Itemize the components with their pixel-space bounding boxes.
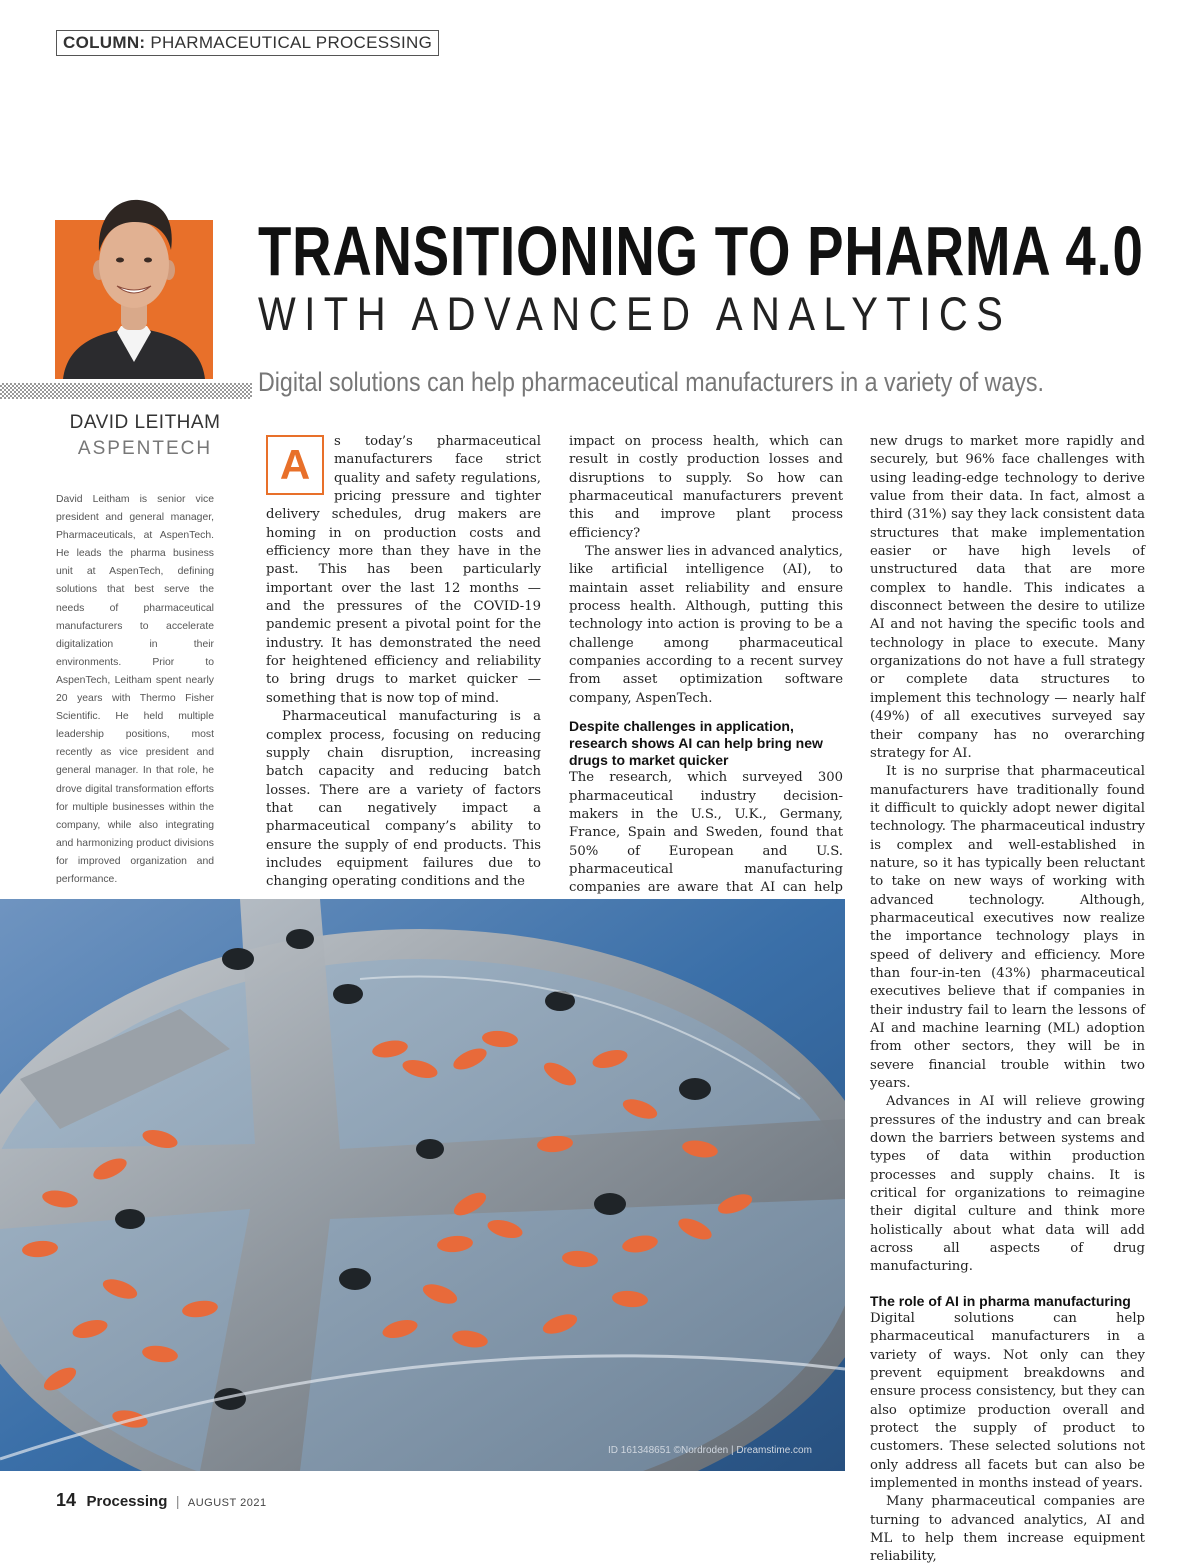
author-bio: David Leitham is senior vice president and general manager, Pharmaceuticals, at AspenTech. He leads the pharma business unit at AspenTech, defining solutions that best serve the needs of pharmaceutical manufacturers to accelerate digitalization in their environments. Prior to AspenTech, Leitham spent nearly 20 years with Thermo Fisher Scientific. He held multiple leadership positions, most recently as vice president and general manager. In that role, he drove digital transformation efforts for multiple businesses within the company, while also integrating and harmonizing product divisions for improved organization and performance. (56, 494, 214, 885)
body-paragraph: Advances in AI will relieve growing pressures of the industry and can break down the barriers between systems and types of data within production processes and supply chains. It is critical for organizations to reimagine their digital culture and think more holistically about what data will add across all aspects of drug manufacturing. (870, 1094, 1145, 1275)
body-paragraph: Digital solutions can help pharmaceutical manufacturers in a variety of ways. Not only can they prevent equipment breakdowns and ensure process consistency, but they can also optimize production overall and protect the supply of product to customers. These selected solutions not only address all facets but can also be implemented in months instead of years. (870, 1310, 1145, 1491)
body-paragraph: s today’s pharmaceutical manufacturers face strict quality and safety regulations, pricing pressure and tighter delivery schedules, drug makers are homing in on production costs and efficiency more than they have in the past. This has been particularly important over the last 12 months — and the pressures of the COVID-19 pandemic present a pivotal point for the industry. It has demonstrated the need for heightened efficiency and reliability to bring drugs to market quicker — something that is now top of mind. (266, 434, 541, 706)
footer-separator: | (175, 1493, 180, 1509)
magazine-name: Processing (86, 1493, 168, 1510)
body-paragraph: impact on process health, which can result in costly production losses and disruptions to supply. So how can pharmaceutical manufacturers prevent this and improve plant process efficiency? (569, 434, 843, 541)
column-tag (56, 30, 439, 56)
body-paragraph: The answer lies in advanced analytics, like artificial intelligence (AI), to maintain asset reliability and ensure process health. Although, putting this technology into action is proving to be a challenge among pharmaceutical companies according to a recent survey from asset optimization software company, AspenTech. (569, 544, 843, 706)
body-column-3 (870, 433, 1145, 1567)
section-heading: Despite challenges in application, research shows AI can help bring new drugs to market quicker (569, 718, 823, 769)
page-footer (56, 1490, 267, 1511)
article-title: TRANSITIONING TO PHARMA 4.0 (258, 212, 1144, 290)
body-paragraph: The research, which surveyed 300 pharmaceutical industry decision-makers in the U.S., U.K., Germany, France, Spain and Sweden, found that 50% of European and U.S. pharmaceutical manufacturing companies are aware that AI can help (569, 770, 843, 896)
body-paragraph: It is no surprise that pharmaceutical manufacturers have traditionally found it difficult to quickly adopt newer digital technology. The pharmaceutical industry is complex and well-established in nature, so it has typically been reluctant to take on new ways of working with advanced technology. Although, pharmaceutical executives now realize the importance technology plays in speed of delivery and efficiency. More than four-in-ten (43%) pharmaceutical executives believe that if companies in their industry fail to learn the lessons of AI and machine learning (ML) adoption from other sectors, they will be in severe financial trouble within two years. (870, 764, 1145, 1092)
section-heading: The role of AI in pharma manufacturing (870, 1292, 1131, 1309)
body-paragraph: new drugs to market more rapidly and securely, but 96% face challenges with using leading-edge technology to derive value from their data. In fact, almost a third (31%) say they lack consistent data structures that make implementation easier or have high levels of unstructured data that are more complex to handle. This indicates a disconnect between the desire to utilize AI and not having the specific tools and technology in place to execute. Many organizations do not have a full strategy or complete data structures to implement this technology — nearly half (49%) of all executives surveyed say their company has no overarching strategy for AI. (870, 434, 1145, 761)
decorative-checker-band (0, 383, 252, 399)
pill-machine-image (0, 899, 845, 1471)
article-photo (0, 899, 845, 1471)
body-column-1 (266, 433, 541, 892)
body-paragraph: Many pharmaceutical companies are turning to advanced analytics, AI and ML to help them increase equipment reliability, (870, 1494, 1145, 1565)
author-photo (55, 186, 213, 379)
author-company: ASPENTECH (77, 438, 213, 459)
body-column-2 (569, 433, 843, 916)
article-deck: Digital solutions can help pharmaceutical manufacturers in a variety of ways. (258, 367, 1044, 397)
body-paragraph: Pharmaceutical manufacturing is a complex process, focusing on reducing supply chain disruption, increasing batch capacity and reducing batch losses. There are a variety of factors that can negatively impact a pharmaceutical company’s ability to ensure the supply of end products. This includes equipment failures due to changing operating conditions and the (266, 709, 541, 890)
column-label: COLUMN: (63, 33, 146, 52)
photo-credit: ID 161348651 ©Nordroden | Dreamstime.com (608, 1445, 812, 1456)
column-topic: PHARMACEUTICAL PROCESSING (150, 33, 433, 52)
author-portrait (55, 186, 213, 379)
drop-cap: A (266, 435, 324, 495)
page-number: 14 (56, 1490, 77, 1510)
issue-date: AUGUST 2021 (187, 1497, 267, 1509)
author-name: DAVID LEITHAM (69, 412, 221, 433)
article-subtitle: WITH ADVANCED ANALYTICS (258, 287, 1012, 340)
